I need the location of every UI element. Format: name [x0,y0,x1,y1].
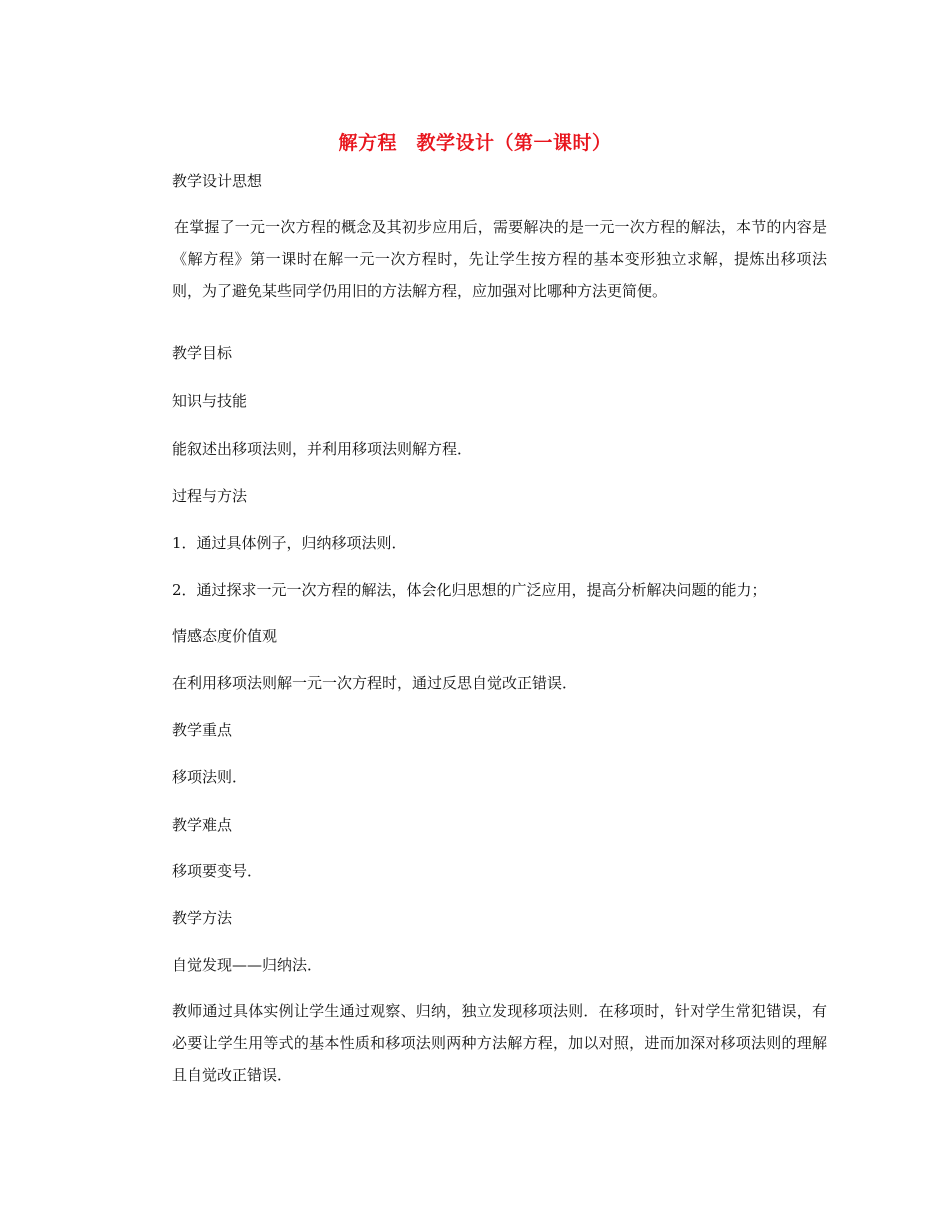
document-title: 解方程 教学设计（第一课时） [338,132,612,154]
text-teaching-method: 自觉发现——归纳法． [172,956,323,974]
heading-design-idea: 教学设计思想 [172,172,263,190]
text-emotion-values: 在利用移项法则解一元一次方程时，通过反思自觉改正错误． [172,674,578,692]
heading-difficulty: 教学难点 [172,816,233,834]
heading-knowledge-skills: 知识与技能 [172,392,248,410]
text-difficulty: 移项要变号． [172,862,263,880]
process-item-1: 1．通过具体例子，归纳移项法则． [172,534,407,552]
heading-teaching-method: 教学方法 [172,909,233,927]
heading-key-point: 教学重点 [172,721,233,739]
heading-objectives: 教学目标 [172,344,233,362]
paragraph-teaching-method: 教师通过具体实例让学生通过观察、归纳，独立发现移项法则．在移项时，针对学生常犯错误，有必要让学生用等式的基本性质和移项法则两种方法解方程，加以对照，进而加深对移项法则的理解且自觉改正错误． [172,1002,827,1084]
process-item-2: 2．通过探求一元一次方程的解法，体会化归思想的广泛应用，提高分析解决问题的能力； [172,581,767,599]
paragraph-design-idea: 在掌握了一元一次方程的概念及其初步应用后，需要解决的是一元一次方程的解法，本节的内容是《解方程》第一课时在解一元一次方程时，先让学生按方程的基本变形独立求解，提炼出移项法则，为了避免某些同学仍用旧的方法解方程，应加强对比哪种方法更简便。 [172,218,827,300]
text-key-point: 移项法则． [172,768,248,786]
text-knowledge-skills: 能叙述出移项法则，并利用移项法则解方程． [172,440,473,458]
heading-emotion-values: 情感态度价值观 [172,627,278,645]
heading-process-method: 过程与方法 [172,487,248,505]
